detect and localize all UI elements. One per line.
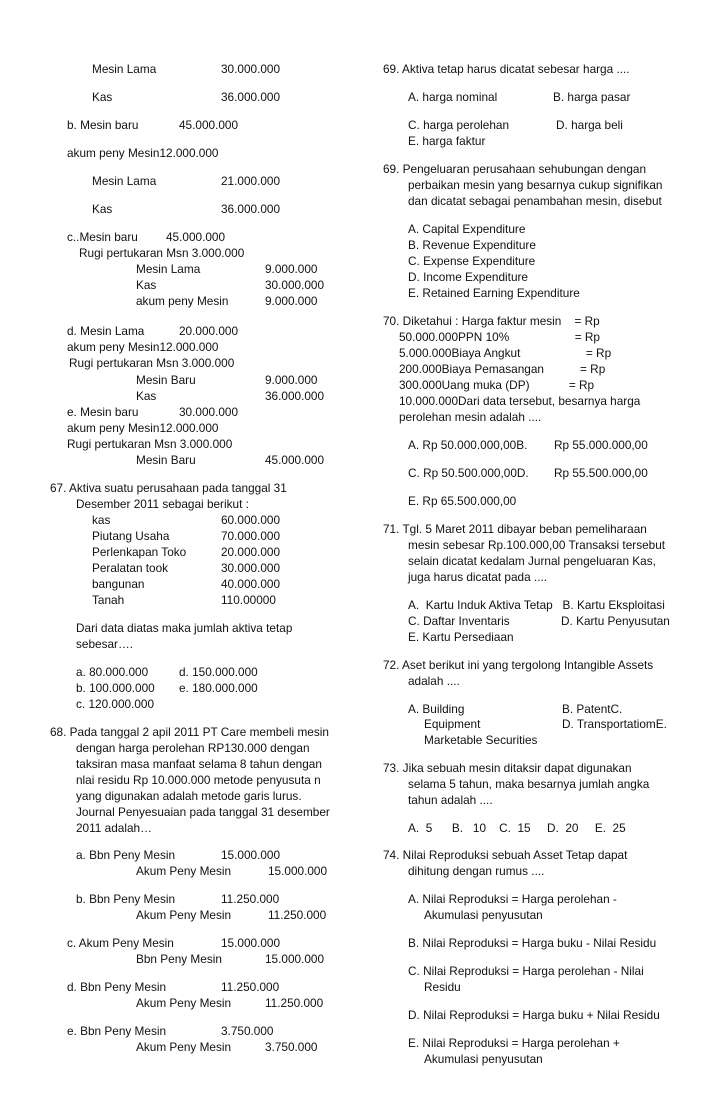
answer-option: A. Building [408,702,465,716]
journal-account: Mesin Lama [136,262,201,276]
question-74-text: 74. Nilai Reproduksi sebuah Asset Tetap dapat [383,848,628,862]
answer-option: Residu [424,980,461,994]
journal-credit: Akum Peny Mesin [136,996,232,1010]
journal-account: akum peny Mesin12.000.000 [67,421,219,435]
journal-amount: 9.000.000 [265,373,318,387]
question-70-text: 200.000Biaya Pemasangan = Rp [399,362,606,376]
answer-option: Marketable Securities [424,733,538,747]
journal-amount: 15.000.000 [221,936,281,950]
answer-option: E. Retained Earning Expenditure [408,286,580,300]
journal-account: Mesin Lama [92,174,157,188]
journal-amount: 3.750.000 [265,1040,318,1054]
answer-options-row: A. 5 B. 10 C. 15 D. 20 E. 25 [408,821,626,835]
journal-credit: Akum Peny Mesin [136,908,232,922]
journal-account: Kas [136,278,157,292]
question-73-text: 73. Jika sebuah mesin ditaksir dapat digunakan [383,761,632,775]
answer-option: E. Rp 65.500.000,00 [408,494,517,508]
journal-account: akum peny Mesin [136,294,229,308]
asset-name: Perlenkapan Toko [92,545,187,559]
journal-account: Kas [136,389,157,403]
answer-option: E. Kartu Persediaan [408,630,514,644]
journal-amount: 45.000.000 [265,453,325,467]
answer-option: C. harga perolehan [408,118,509,132]
journal-amount: 9.000.000 [265,262,318,276]
journal-amount: 36.000.000 [265,389,325,403]
question-69b-text: 69. Pengeluaran perusahaan sehubungan dengan [383,162,647,176]
answer-option: E. harga faktur [408,134,486,148]
journal-account: akum peny Mesin12.000.000 [67,340,219,354]
asset-amount: 40.000.000 [221,577,281,591]
question-71-text: selain dicatat kedalam Jurnal pengeluaran Kas, [408,554,656,568]
journal-amount: 36.000.000 [221,202,281,216]
journal-amount: 45.000.000 [166,230,226,244]
journal-debit: a. Bbn Peny Mesin [76,848,176,862]
question-74-text: dihitung dengan rumus .... [408,864,545,878]
journal-amount: 15.000.000 [268,864,328,878]
journal-amount: 30.000.000 [221,62,281,76]
answer-option: E. Nilai Reproduksi = Harga perolehan + [408,1036,620,1050]
answer-option: A. harga nominal [408,90,498,104]
answer-option: Rp 55.000.000,00 [554,438,648,452]
journal-debit: c. Akum Peny Mesin [67,936,174,950]
journal-amount: 15.000.000 [265,952,325,966]
question-73-text: tahun adalah .... [408,793,493,807]
answer-option: D. harga beli [556,118,623,132]
journal-account: Rugi pertukaran Msn 3.000.000 [69,356,235,370]
answer-option: B. harga pasar [553,90,631,104]
asset-name: bangunan [92,577,145,591]
journal-amount: 45.000.000 [179,118,239,132]
question-67-text: 67. Aktiva suatu perusahaan pada tanggal 31 [50,481,287,495]
answer-option: C. Rp 50.500.000,00D. [408,466,529,480]
question-69b-text: perbaikan mesin yang besarnya cukup signifikan [408,178,663,192]
journal-amount: 15.000.000 [221,848,281,862]
asset-name: Piutang Usaha [92,529,170,543]
question-70-text: 70. Diketahui : Harga faktur mesin = Rp [383,314,600,328]
asset-amount: 110.00000 [221,593,276,607]
question-68-text: 2011 adalah… [76,821,152,835]
question-68-text: yang digunakan adalah metode garis lurus. [76,789,302,803]
journal-amount: 20.000.000 [179,324,239,338]
answer-option: b. 100.000.000 [76,681,155,695]
asset-amount: 60.000.000 [221,513,281,527]
journal-debit: d. Bbn Peny Mesin [67,980,167,994]
journal-amount: 11.250.000 [221,980,280,994]
journal-account: akum peny Mesin12.000.000 [67,146,219,160]
journal-amount: 11.250.000 [265,996,324,1010]
journal-account: Kas [92,202,113,216]
question-69b-text: dan dicatat sebagai penambahan mesin, disebut [408,194,662,208]
option-label: e. Mesin baru [67,405,139,419]
journal-credit: Akum Peny Mesin [136,1040,232,1054]
asset-name: Tanah [92,593,125,607]
answer-option: e. 180.000.000 [179,681,258,695]
answer-option: C. Daftar Inventaris [408,614,510,628]
question-68-text: 68. Pada tanggal 2 apil 2011 PT Care membeli mesin [50,725,329,739]
journal-account: Rugi pertukaran Msn 3.000.000 [67,437,233,451]
question-70-text: 10.000.000Dari data tersebut, besarnya harga [399,394,641,408]
question-68-text: taksiran masa manfaat selama 8 tahun dengan [76,757,322,771]
question-67-text: Desember 2011 sebagai berikut : [76,497,249,511]
journal-account: Mesin Lama [92,62,157,76]
answer-option: c. 120.000.000 [76,697,155,711]
question-73-text: selama 5 tahun, maka besarnya jumlah angka [408,777,650,791]
answer-option: Rp 55.500.000,00 [554,466,648,480]
journal-amount: 11.250.000 [221,892,280,906]
answer-option: A. Capital Expenditure [408,222,526,236]
answer-option: B. PatentC. [562,702,623,716]
option-label: d. Mesin Lama [67,324,145,338]
answer-option: A. Kartu Induk Aktiva Tetap B. Kartu Eksploitasi [408,598,665,612]
journal-amount: 9.000.000 [265,294,318,308]
question-67-prompt: sebesar…. [76,637,134,651]
journal-account: Mesin Baru [136,373,196,387]
answer-option: d. 150.000.000 [179,665,258,679]
journal-amount: 30.000.000 [179,405,239,419]
journal-debit: e. Bbn Peny Mesin [67,1024,167,1038]
answer-option: A. Nilai Reproduksi = Harga perolehan - [408,892,617,906]
asset-amount: 30.000.000 [221,561,281,575]
question-71-text: 71. Tgl. 5 Maret 2011 dibayar beban pemeliharaan [383,522,647,536]
answer-option: A. Rp 50.000.000,00B. [408,438,528,452]
question-68-text: Journal Penyesuaian pada tanggal 31 desember [76,805,330,819]
journal-amount: 21.000.000 [221,174,281,188]
question-72-text: adalah .... [408,674,460,688]
answer-option: D. Income Expenditure [408,270,528,284]
answer-option: Equipment [424,717,481,731]
answer-option: C. Nilai Reproduksi = Harga perolehan - Nilai [408,964,644,978]
asset-name: Peralatan took [92,561,169,575]
question-70-text: 300.000Uang muka (DP) = Rp [399,378,595,392]
question-71-text: juga harus dicatat pada .... [408,570,548,584]
question-68-text: nlai residu Rp 10.000.000 metode penyusuta n [76,773,321,787]
asset-amount: 70.000.000 [221,529,281,543]
question-72-text: 72. Aset berikut ini yang tergolong Intangible Assets [383,658,654,672]
asset-amount: 20.000.000 [221,545,281,559]
journal-account: Kas [92,90,113,104]
answer-option: Akumulasi penyusutan [424,908,543,922]
answer-option: D. TransportatiomE. [562,717,667,731]
journal-amount: 36.000.000 [221,90,281,104]
journal-debit: b. Bbn Peny Mesin [76,892,176,906]
question-70-text: 50.000.000PPN 10% = Rp [399,330,600,344]
question-71-text: mesin sebesar Rp.100.000,00 Transaksi tersebut [408,538,666,552]
question-70-text: perolehan mesin adalah .... [399,410,542,424]
asset-name: kas [92,513,111,527]
option-label: c..Mesin baru [67,230,138,244]
answer-option: B. Nilai Reproduksi = Harga buku - Nilai Residu [408,936,657,950]
question-68-text: dengan harga perolehan RP130.000 dengan [76,741,310,755]
option-label: b. Mesin baru [67,118,139,132]
journal-amount: 3.750.000 [221,1024,274,1038]
journal-account: Rugi pertukaran Msn 3.000.000 [79,246,245,260]
question-70-text: 5.000.000Biaya Angkut = Rp [399,346,612,360]
answer-option: B. Revenue Expenditure [408,238,536,252]
answer-option: D. Nilai Reproduksi = Harga buku + Nilai Residu [408,1008,660,1022]
journal-credit: Bbn Peny Mesin [136,952,222,966]
journal-credit: Akum Peny Mesin [136,864,232,878]
answer-option: Akumulasi penyusutan [424,1052,543,1066]
journal-amount: 11.250.000 [268,908,327,922]
answer-option: C. Expense Expenditure [408,254,536,268]
question-67-prompt: Dari data diatas maka jumlah aktiva tetap [76,621,293,635]
answer-option: D. Kartu Penyusutan [561,614,670,628]
answer-option: a. 80.000.000 [76,665,149,679]
journal-account: Mesin Baru [136,453,196,467]
question-69-text: 69. Aktiva tetap harus dicatat sebesar harga .... [383,62,630,76]
journal-amount: 30.000.000 [265,278,325,292]
